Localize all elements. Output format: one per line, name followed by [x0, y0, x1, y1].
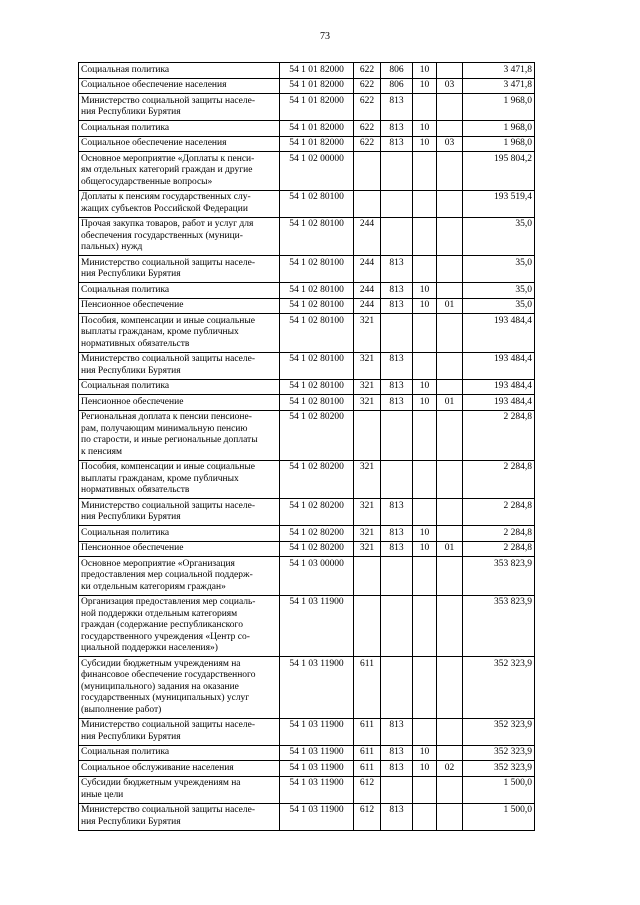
- row-name: Социальная политика: [79, 121, 280, 137]
- row-section: [413, 314, 437, 353]
- row-section: [413, 190, 437, 217]
- row-ministry-code: 813: [381, 136, 413, 152]
- row-expense-type: 321: [354, 541, 381, 557]
- row-amount: 3 471,8: [463, 78, 535, 94]
- row-name: Основное мероприятие «Организация предоставления мер социальной поддерж- ки отдельным категориям граждан»: [79, 557, 280, 596]
- row-section: [413, 352, 437, 379]
- row-code: 54 1 01 82000: [280, 136, 354, 152]
- row-amount: 193 519,4: [463, 190, 535, 217]
- row-amount: 35,0: [463, 256, 535, 283]
- row-section: [413, 499, 437, 526]
- row-name: Организация предоставления мер социаль- ной поддержки отдельным категориям граждан (содержание республиканского государственного учреждения «Центр со- циальной поддержки населения»): [79, 595, 280, 657]
- row-code: 54 1 02 80200: [280, 541, 354, 557]
- row-code: 54 1 02 80100: [280, 379, 354, 395]
- table-row: [79, 745, 535, 761]
- table-row: [79, 256, 535, 283]
- row-amount: 2 284,8: [463, 541, 535, 557]
- row-code: 54 1 03 11900: [280, 718, 354, 745]
- row-section: 10: [413, 526, 437, 542]
- row-ministry-code: [381, 595, 413, 657]
- row-section: 10: [413, 541, 437, 557]
- row-expense-type: [354, 152, 381, 191]
- table-row: [79, 190, 535, 217]
- row-section: [413, 776, 437, 803]
- row-ministry-code: 813: [381, 761, 413, 777]
- row-name: Субсидии бюджетным учреждениям на иные цели: [79, 776, 280, 803]
- row-amount: 193 484,4: [463, 395, 535, 411]
- row-name: Социальная политика: [79, 63, 280, 79]
- row-subsection: [437, 460, 463, 499]
- row-subsection: [437, 256, 463, 283]
- row-amount: 195 804,2: [463, 152, 535, 191]
- row-code: 54 1 03 11900: [280, 803, 354, 830]
- row-expense-type: 244: [354, 256, 381, 283]
- row-ministry-code: 806: [381, 63, 413, 79]
- table-row: [79, 460, 535, 499]
- row-subsection: [437, 283, 463, 299]
- row-code: 54 1 03 11900: [280, 776, 354, 803]
- table-row: [79, 557, 535, 596]
- row-subsection: [437, 657, 463, 719]
- row-name: Министерство социальной защиты населе- ния Республики Бурятия: [79, 718, 280, 745]
- row-amount: 2 284,8: [463, 526, 535, 542]
- row-amount: 3 471,8: [463, 63, 535, 79]
- row-amount: 1 968,0: [463, 121, 535, 137]
- row-ministry-code: [381, 314, 413, 353]
- row-section: [413, 557, 437, 596]
- row-expense-type: 321: [354, 352, 381, 379]
- row-expense-type: 622: [354, 63, 381, 79]
- row-section: 10: [413, 78, 437, 94]
- table-row: [79, 803, 535, 830]
- table-row: [79, 152, 535, 191]
- row-name: Социальная политика: [79, 745, 280, 761]
- row-expense-type: 244: [354, 283, 381, 299]
- table-row: [79, 761, 535, 777]
- row-amount: 1 968,0: [463, 94, 535, 121]
- row-code: 54 1 01 82000: [280, 78, 354, 94]
- row-expense-type: 321: [354, 526, 381, 542]
- row-name: Министерство социальной защиты населе- ния Республики Бурятия: [79, 499, 280, 526]
- row-section: [413, 410, 437, 460]
- row-name: Прочая закупка товаров, работ и услуг для обеспечения государственных (муници- пальных) нужд: [79, 217, 280, 256]
- row-expense-type: 321: [354, 395, 381, 411]
- row-amount: 353 823,9: [463, 557, 535, 596]
- table-row: [79, 541, 535, 557]
- row-section: [413, 460, 437, 499]
- row-section: [413, 94, 437, 121]
- row-name: Социальное обеспечение населения: [79, 78, 280, 94]
- row-section: 10: [413, 283, 437, 299]
- row-name: Основное мероприятие «Доплаты к пенси- ям отдельных категорий граждан и другие общегосударственные вопросы»: [79, 152, 280, 191]
- row-code: 54 1 03 11900: [280, 745, 354, 761]
- row-ministry-code: 813: [381, 499, 413, 526]
- row-expense-type: [354, 410, 381, 460]
- row-code: 54 1 02 80200: [280, 410, 354, 460]
- row-expense-type: 321: [354, 460, 381, 499]
- row-subsection: [437, 217, 463, 256]
- row-subsection: [437, 803, 463, 830]
- row-subsection: [437, 745, 463, 761]
- row-ministry-code: 813: [381, 121, 413, 137]
- row-code: 54 1 02 80100: [280, 190, 354, 217]
- row-subsection: [437, 499, 463, 526]
- row-ministry-code: [381, 776, 413, 803]
- row-name: Доплаты к пенсиям государственных слу- жащих субъектов Российской Федерации: [79, 190, 280, 217]
- row-subsection: [437, 152, 463, 191]
- table-row: [79, 94, 535, 121]
- row-section: 10: [413, 745, 437, 761]
- row-ministry-code: 813: [381, 803, 413, 830]
- row-section: 10: [413, 761, 437, 777]
- row-section: [413, 152, 437, 191]
- table-row: [79, 776, 535, 803]
- table-row: [79, 595, 535, 657]
- row-code: 54 1 03 00000: [280, 557, 354, 596]
- row-expense-type: 612: [354, 776, 381, 803]
- table-row: [79, 314, 535, 353]
- row-amount: 193 484,4: [463, 314, 535, 353]
- table-row: [79, 499, 535, 526]
- table-row: [79, 657, 535, 719]
- page-number: 73: [320, 31, 330, 42]
- row-code: 54 1 02 80200: [280, 499, 354, 526]
- row-ministry-code: 813: [381, 94, 413, 121]
- row-amount: 35,0: [463, 217, 535, 256]
- row-name: Социальное обеспечение населения: [79, 136, 280, 152]
- row-section: [413, 595, 437, 657]
- row-code: 54 1 02 80100: [280, 395, 354, 411]
- row-section: 10: [413, 63, 437, 79]
- row-expense-type: 611: [354, 718, 381, 745]
- row-name: Региональная доплата к пенсии пенсионе- рам, получающим минимальную пенсию по старости, и иные региональные доплаты к пенсиям: [79, 410, 280, 460]
- row-subsection: [437, 94, 463, 121]
- row-code: 54 1 03 11900: [280, 657, 354, 719]
- row-expense-type: 321: [354, 499, 381, 526]
- table-row: [79, 395, 535, 411]
- table-row: [79, 526, 535, 542]
- row-amount: 1 500,0: [463, 803, 535, 830]
- row-ministry-code: 813: [381, 352, 413, 379]
- row-code: 54 1 01 82000: [280, 121, 354, 137]
- row-subsection: [437, 718, 463, 745]
- row-expense-type: [354, 595, 381, 657]
- row-expense-type: 611: [354, 657, 381, 719]
- row-subsection: [437, 410, 463, 460]
- row-code: 54 1 01 82000: [280, 94, 354, 121]
- row-ministry-code: [381, 460, 413, 499]
- table-row: [79, 136, 535, 152]
- row-ministry-code: 813: [381, 541, 413, 557]
- row-amount: 193 484,4: [463, 352, 535, 379]
- row-name: Министерство социальной защиты населе- ния Республики Бурятия: [79, 352, 280, 379]
- row-name: Министерство социальной защиты населе- ния Республики Бурятия: [79, 94, 280, 121]
- row-code: 54 1 02 80100: [280, 298, 354, 314]
- row-code: 54 1 02 80100: [280, 314, 354, 353]
- row-amount: 35,0: [463, 283, 535, 299]
- row-name: Министерство социальной защиты населе- ния Республики Бурятия: [79, 256, 280, 283]
- row-section: 10: [413, 379, 437, 395]
- row-amount: 193 484,4: [463, 379, 535, 395]
- row-subsection: [437, 63, 463, 79]
- row-code: 54 1 03 11900: [280, 761, 354, 777]
- row-subsection: [437, 379, 463, 395]
- row-ministry-code: 813: [381, 256, 413, 283]
- row-amount: 352 323,9: [463, 761, 535, 777]
- row-section: [413, 803, 437, 830]
- row-name: Социальная политика: [79, 379, 280, 395]
- row-subsection: 02: [437, 761, 463, 777]
- row-expense-type: 321: [354, 314, 381, 353]
- row-name: Субсидии бюджетным учреждениям на финансовое обеспечение государственного (муниципального) задания на оказание государственных (муниципальных) услуг (выполнение работ): [79, 657, 280, 719]
- row-amount: 35,0: [463, 298, 535, 314]
- row-amount: 1 968,0: [463, 136, 535, 152]
- table-row: [79, 379, 535, 395]
- row-expense-type: [354, 557, 381, 596]
- row-name: Социальная политика: [79, 526, 280, 542]
- row-name: Пенсионное обеспечение: [79, 541, 280, 557]
- row-expense-type: 612: [354, 803, 381, 830]
- row-ministry-code: [381, 557, 413, 596]
- row-code: 54 1 01 82000: [280, 63, 354, 79]
- row-expense-type: 622: [354, 121, 381, 137]
- row-subsection: 01: [437, 541, 463, 557]
- row-amount: 1 500,0: [463, 776, 535, 803]
- row-section: [413, 718, 437, 745]
- row-section: [413, 256, 437, 283]
- table-row: [79, 63, 535, 79]
- row-subsection: 03: [437, 78, 463, 94]
- row-ministry-code: 806: [381, 78, 413, 94]
- row-expense-type: [354, 190, 381, 217]
- row-subsection: [437, 526, 463, 542]
- row-ministry-code: 813: [381, 745, 413, 761]
- row-ministry-code: [381, 217, 413, 256]
- table-row: [79, 121, 535, 137]
- row-subsection: 03: [437, 136, 463, 152]
- budget-table: [78, 62, 535, 831]
- row-amount: 2 284,8: [463, 460, 535, 499]
- row-name: Пособия, компенсации и иные социальные выплаты гражданам, кроме публичных нормативных обязательств: [79, 460, 280, 499]
- row-ministry-code: 813: [381, 283, 413, 299]
- row-amount: 352 323,9: [463, 657, 535, 719]
- row-code: 54 1 02 80100: [280, 283, 354, 299]
- row-subsection: [437, 595, 463, 657]
- row-code: 54 1 02 00000: [280, 152, 354, 191]
- row-section: 10: [413, 298, 437, 314]
- row-name: Пособия, компенсации и иные социальные выплаты гражданам, кроме публичных нормативных обязательств: [79, 314, 280, 353]
- table-row: [79, 78, 535, 94]
- row-code: 54 1 02 80100: [280, 217, 354, 256]
- row-amount: 353 823,9: [463, 595, 535, 657]
- table-row: [79, 718, 535, 745]
- row-expense-type: 244: [354, 217, 381, 256]
- row-code: 54 1 02 80200: [280, 460, 354, 499]
- row-ministry-code: 813: [381, 526, 413, 542]
- row-name: Пенсионное обеспечение: [79, 395, 280, 411]
- row-ministry-code: [381, 190, 413, 217]
- row-ministry-code: 813: [381, 395, 413, 411]
- table-row: [79, 283, 535, 299]
- row-ministry-code: [381, 657, 413, 719]
- row-section: 10: [413, 136, 437, 152]
- row-code: 54 1 02 80100: [280, 352, 354, 379]
- table-row: [79, 352, 535, 379]
- row-subsection: [437, 190, 463, 217]
- row-section: 10: [413, 121, 437, 137]
- row-subsection: 01: [437, 395, 463, 411]
- row-expense-type: 622: [354, 136, 381, 152]
- row-amount: 352 323,9: [463, 745, 535, 761]
- row-ministry-code: 813: [381, 718, 413, 745]
- row-subsection: [437, 352, 463, 379]
- row-section: [413, 657, 437, 719]
- row-expense-type: 321: [354, 379, 381, 395]
- row-expense-type: 244: [354, 298, 381, 314]
- row-section: [413, 217, 437, 256]
- row-name: Социальная политика: [79, 283, 280, 299]
- row-ministry-code: 813: [381, 298, 413, 314]
- table-row: [79, 410, 535, 460]
- row-section: 10: [413, 395, 437, 411]
- row-code: 54 1 02 80100: [280, 256, 354, 283]
- row-name: Министерство социальной защиты населе- ния Республики Бурятия: [79, 803, 280, 830]
- row-subsection: [437, 314, 463, 353]
- row-code: 54 1 03 11900: [280, 595, 354, 657]
- table-row: [79, 298, 535, 314]
- row-ministry-code: 813: [381, 379, 413, 395]
- row-subsection: [437, 776, 463, 803]
- row-ministry-code: [381, 152, 413, 191]
- row-amount: 2 284,8: [463, 499, 535, 526]
- table-row: [79, 217, 535, 256]
- row-amount: 2 284,8: [463, 410, 535, 460]
- row-subsection: [437, 557, 463, 596]
- row-subsection: [437, 121, 463, 137]
- row-ministry-code: [381, 410, 413, 460]
- row-name: Социальное обслуживание населения: [79, 761, 280, 777]
- row-expense-type: 622: [354, 94, 381, 121]
- row-code: 54 1 02 80200: [280, 526, 354, 542]
- row-expense-type: 611: [354, 761, 381, 777]
- row-amount: 352 323,9: [463, 718, 535, 745]
- row-expense-type: 611: [354, 745, 381, 761]
- row-name: Пенсионное обеспечение: [79, 298, 280, 314]
- row-subsection: 01: [437, 298, 463, 314]
- row-expense-type: 622: [354, 78, 381, 94]
